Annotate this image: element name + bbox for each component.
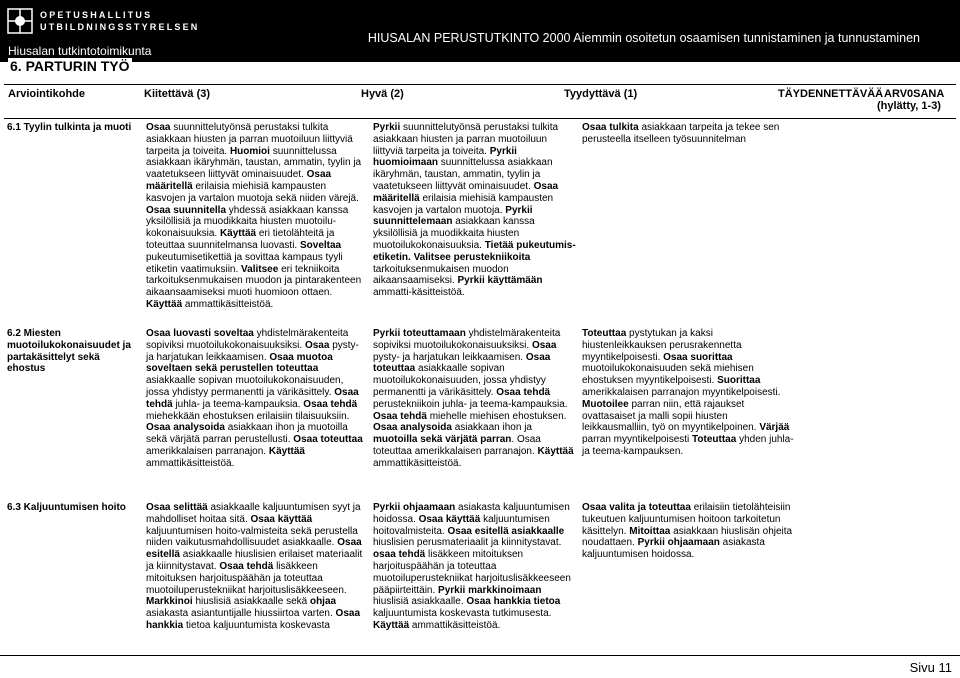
body-text: yhdistelmärakenteita sopiviksi muotoilukokonaisuuksiksi. [146,328,349,351]
document-title: HIUSALAN PERUSTUTKINTO 2000 Aiemmin osoitetun osaamisen tunnistaminen ja tunnustaminen [367,31,920,45]
emphasis-text: Käyttää [373,619,410,631]
emphasis-text: Osaa suunnitella [146,204,227,216]
body-text: eri tekniikoita tarkoituksenmukaisen muodon ja pintarakenteen aikaansaamiseksi muoti huomioon ottaen. [146,263,362,299]
body-text: ammattikäsitteistöä. [146,457,235,469]
cell-taydennettava [800,500,960,650]
body-text: lisäkkeen mitoituksen harjoituspäähän ja toteuttaa muotoiluperustekniikat harjoituslisäkkeeseen pääpiirteittäin. [373,549,571,596]
emphasis-text: Osaa luovasti soveltaa [146,328,254,339]
emphasis-text: Osaa käyttää [418,513,481,525]
institution-name: Hiusalan tutkintotoimikunta [8,44,152,58]
emphasis-text: Osaa analysoida [146,422,225,434]
cell-taydennettava [800,120,960,326]
body-text: pysty- ja harjatukan leikkaamisen. [146,339,359,363]
body-text: asiakkaan ihon ja [451,422,532,434]
emphasis-text: Osaa analysoida [373,422,452,434]
body-text: eri tietolähteitä ja toteuttaa suunnitelmansa luovasti. [146,228,335,251]
assessment-table [4,120,960,650]
emphasis-text: Osaa [531,339,557,351]
cell-t1 [579,500,800,650]
emphasis-text: Pyrkii huomioimaan [373,145,517,169]
body-text: tietoa kaljuuntumista koskevasta [183,619,330,631]
body-text: asiakkaan kanssa yksilöllisiä ja muodikkaita hiusten muotoilukokonaisuuksia. [373,216,535,251]
body-text: tarkoituksenmukaisen muodon aikaansaamiseksi. [373,263,509,287]
emphasis-text: muotoilla sekä värjätä parran [373,434,512,446]
body-text: asiakkaalle kaljuuntumisen syyt ja mahdolliset hoitaa sitä. [146,502,361,525]
cell-kohde: 6.2 Miesten muotoilukokonaisuudet ja partakäsittelyt sekä ehostus [7,328,131,375]
emphasis-text: Osaa tulkita [582,122,639,133]
emphasis-text: Osaa määritellä [146,169,332,192]
emphasis-text: Osaa tehdä [496,386,551,398]
emphasis-text: Soveltaa [299,239,342,251]
emphasis-text: Osaa [146,122,171,133]
cell-h2 [370,500,579,650]
emphasis-text: ohjaa [309,596,337,608]
body-text: suunnittelussa asiakkaan ikäryhmän, taustan, ammatin, tyylin ja vaatetukseen liittyvät ominaisuudet. [373,157,553,192]
emphasis-text: Valitsee [241,263,279,275]
body-text: asiakasta kaljuuntumisen hoidossa. [373,502,570,525]
cell-taydennettava [800,326,960,500]
emphasis-text: Pyrkii markkinoimaan [438,584,542,596]
column-header-taydennettava: TÄYDENNETTÄVÄÄ [778,88,884,100]
column-header-kohde: Arviointikohde [8,88,86,100]
body-text: ammattikäsitteistöä. [373,457,462,469]
body-text: miehelle miehisen ehostuksen. [426,410,567,422]
page-header [0,0,960,62]
emphasis-text: Osaa muotoa soveltaen sekä perustellen toteuttaa [146,351,333,375]
emphasis-text: Osaa tehdä [373,410,427,422]
emphasis-text: Tietää pukeutumis-etiketin. Valitsee perustekniikoita [373,239,576,263]
body-text: pystytukan ja kaksi hiustenleikkauksen perusrakennetta myyntikelpoisesti. [582,328,742,363]
cell-kohde: 6.1 Tyylin tulkinta ja muoti [7,122,132,133]
emphasis-text: Osaa valita ja toteuttaa [582,502,691,513]
body-text: hiuslisiä asiakkaalle sekä [192,596,310,608]
body-text: ammattikäsitteistöä. [409,619,501,631]
emphasis-text: Osaa tehdä [303,398,358,410]
body-text: amerikkalaisen parranajon. [146,445,269,457]
body-text: asiakkaan ihon ja muotoilla sekä värjätä parran perustellusti. [146,422,348,446]
body-text: erilaisia miehisiä kampausten kasvojen ja vartalon muotoja sekä niiden värejä. [146,180,359,204]
column-header-tyydyttava: Tyydyttävä (1) [564,88,638,100]
body-text: asiakkaan tarpeita ja tekee sen perusteella itselleen työsuunnitelman [582,122,780,145]
cell-k3 [143,326,370,500]
emphasis-text: Osaa [304,339,330,351]
emphasis-text: Käyttää [146,298,183,310]
body-text: asiakasta asiantuntijalle hiussiirtoa varten. [146,608,336,620]
emphasis-text: Osaa tehdä [219,560,274,572]
emphasis-text: Osaa toteuttaa [373,351,551,375]
page-number: Sivu 11 [909,660,952,675]
body-text: ammatti-käsitteistöä. [373,287,465,299]
cell-t1 [579,326,800,500]
body-text: kaljuuntumisen hoito-valmisteita sekä perustella niiden vaikutusmahdollisuudet asiakkaalle. [146,525,358,549]
emphasis-text: Suorittaa [717,375,761,387]
emphasis-text: Markkinoi [146,596,193,608]
body-text: asiakkaalle hiuslisien erilaiset materiaalit ja kiinnitystavat. [146,549,363,572]
column-header-hyva: Hyvä (2) [361,88,404,100]
emphasis-text: Osaa esitellä asiakkaalle [447,525,565,537]
table-row [4,326,960,500]
logo-line-1: OPETUSHALLITUS [40,10,153,20]
body-text: yhden juhla- ja teema-kampauksen. [582,434,794,457]
emphasis-text: Toteuttaa [582,328,627,339]
column-header-arvosana [877,88,945,112]
body-text: amerikkalaisen parranajon myyntikelpoisesti. [582,386,781,398]
body-text: suunnittelutyönsä perustaksi tulkita asiakkaan hiusten ja parran muotoiluun liittyviä tarpeita ja toiveita. [146,122,353,157]
column-header-row [4,88,956,114]
part-title: 6. PARTURIN TYÖ [10,58,130,74]
body-text: asiakkaan hiuslisän ohjeita noudattaen. [582,525,793,549]
emphasis-text: Pyrkii [373,122,401,133]
emphasis-text: Osaa hankkia tietoa [466,596,561,608]
table-row [4,500,960,650]
arvosana-sublabel: (hylätty, 1-3) [877,100,941,112]
body-text: juhla- ja teema-kampauksia. [172,398,304,410]
emphasis-text: Osaa määritellä [373,180,559,204]
body-text: hiuslisien perusmateriaalit ja kiinnitystavat. [373,537,562,549]
emphasis-text: Värjää [759,422,790,434]
table-row [4,120,960,326]
body-text: parran niin, että rajaukset ovattasaiset ja malli sopii hiusten leikkausmalliin, työ on myyntikelpoinen. [582,398,760,434]
emphasis-text: Pyrkii ohjaamaan [373,502,456,513]
emphasis-text: Osaa toteuttaa [293,434,363,446]
column-header-kiitettava: Kiitettävä (3) [144,88,211,100]
body-text: asiakkaalle sopivan muotoilukokonaisuuden, jossa yhdistyy permanentti ja värikäsittely. [373,363,546,398]
body-text: erilaisia miehisiä kampausten kasvojen ja vartalon muotoja. [373,192,554,216]
emphasis-text: Mitoittaa [629,525,671,537]
cell-k3 [143,120,370,326]
body-text: erilaisiin tietolähteisiin tukeutuen kaljuuntumisen hoitoon tarkoitetun käsittelyn. [582,502,791,537]
opetushallitus-logo [6,7,200,43]
emphasis-text: Osaa selittää [146,502,208,513]
emphasis-text: Huomioi [229,145,270,157]
body-text: miehekkään ehostuksen erilaisiin tilaisuuksiin. [146,410,350,422]
cell-t1 [579,120,800,326]
body-text: yhdistelmärakenteita sopiviksi muotoilukokonaisuuksiksi. [373,328,561,351]
emphasis-text: Käyttää [268,445,305,457]
logo-line-2: UTBILDNINGSSTYRELSEN [40,22,200,32]
emphasis-text: Pyrkii toteuttamaan [373,328,466,339]
emphasis-text: Pyrkii käyttämään [457,275,543,287]
body-text: muotoilukokonaisuuden sekä miehisen ehostuksen myyntikelpoisesti. [582,363,754,387]
emphasis-text: Muotoilee [582,398,629,410]
emphasis-text: Käyttää [537,445,574,457]
body-text: . Osaa toteuttaa amerikkalaisen parranajon. [373,434,541,457]
footer-rule [0,655,960,656]
emphasis-text: Osaa hankkia [146,608,361,631]
body-text: kaljuuntumisen hoitovalmisteita. [373,513,550,537]
cell-h2 [370,326,579,500]
cell-h2 [370,120,579,326]
body-text: suunnittelussa asiakkaan ikäryhmän, taustan, ammatin, tyylin ja vaatetukseen liittyvät ominaisuudet. [146,145,362,181]
arvosana-label: ARV0SANA [884,88,945,100]
body-text: perustekniikoin juhla- ja teema-kampauksia. [373,398,568,410]
cell-k3 [143,500,370,650]
emphasis-text: Osaa esitellä [146,537,362,561]
body-text: lisäkkeen mitoituksen harjoituspäähän ja toteuttaa muotoiluperustekniikat harjoituslisäkkeeseen. [146,560,347,596]
logo-mark-icon [6,7,34,35]
body-text: asiakasta kaljuuntumisen hoidossa. [582,537,765,561]
body-text: ammattikäsitteistöä. [182,298,274,310]
emphasis-text: Pyrkii suunnittelemaan [373,204,533,228]
emphasis-text: Osaa suorittaa [663,351,733,363]
emphasis-text: osaa tehdä [373,549,426,561]
body-text: suunnittelutyönsä perustaksi tulkita asiakkaan hiusten ja parran muotoiluun liittyviä tarpeita ja toiveita. [373,122,559,157]
body-text: pukeutumisetikettiä ja sovittaa kampaus tyyli etiketin vaatimuksiin. [146,251,343,275]
body-text: parran myyntikelpoisesti [582,434,693,446]
body-text: pysty- ja harjatukan leikkaamisen. [373,351,526,363]
body-text: kaljuuntumista koskevasta tutkimusesta. [373,608,552,620]
emphasis-text: Käyttää [219,228,257,240]
header-bottom-rule [4,118,956,119]
header-top-rule [4,84,956,85]
body-text: asiakkaalle sopivan muotoilukokonaisuuden, jossa yhdistyy permanentti ja värikäsittely. [146,375,344,398]
body-text: hiuslisiä asiakkaalle. [373,596,467,608]
cell-kohde: 6.3 Kaljuuntumisen hoito [7,502,126,513]
body-text: yhdessä asiakkaan kanssa yksilöllisiä ja muodikkaita hiusten muotoilu-kokonaisuuksia. [146,204,349,240]
emphasis-text: Osaa tehdä [146,386,359,410]
logo-text [40,9,200,33]
emphasis-text: Toteuttaa [692,434,737,446]
emphasis-text: Pyrkii ohjaamaan [637,537,720,549]
emphasis-text: Osaa käyttää [250,513,313,525]
